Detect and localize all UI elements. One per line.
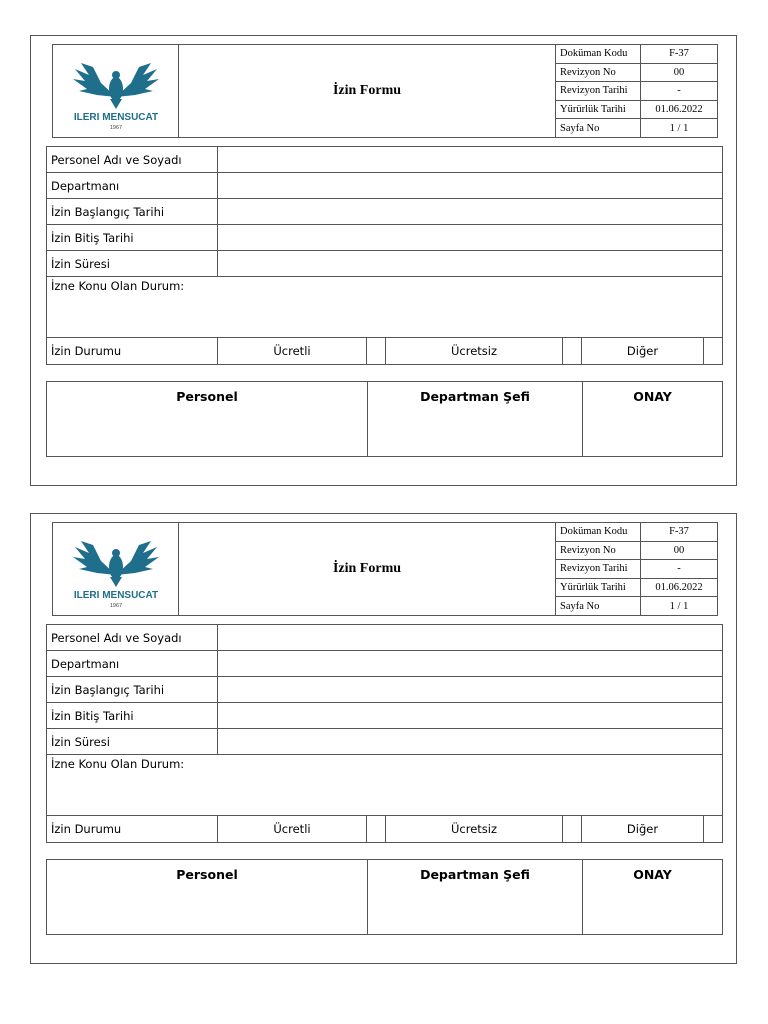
reason-field[interactable] bbox=[47, 277, 723, 338]
signature-approval[interactable]: ONAY bbox=[583, 382, 723, 457]
start-date-label: İzin Başlangıç Tarihi bbox=[47, 199, 218, 225]
leave-form-1 bbox=[30, 35, 737, 486]
form-fields-table bbox=[46, 146, 723, 365]
meta-key: Revizyon No bbox=[556, 63, 641, 82]
reason-label: İzne Konu Olan Durum: bbox=[51, 279, 185, 293]
meta-key: Revizyon No bbox=[556, 541, 641, 560]
meta-value: 01.06.2022 bbox=[641, 578, 718, 597]
signature-table bbox=[46, 381, 723, 457]
signature-department-chief[interactable]: Departman Şefi bbox=[368, 860, 583, 935]
end-date-label: İzin Bitiş Tarihi bbox=[47, 703, 218, 729]
end-date-field[interactable] bbox=[218, 703, 723, 729]
start-date-label: İzin Başlangıç Tarihi bbox=[47, 677, 218, 703]
end-date-label: İzin Bitiş Tarihi bbox=[47, 225, 218, 251]
department-field[interactable] bbox=[218, 651, 723, 677]
meta-row bbox=[556, 100, 718, 119]
duration-field[interactable] bbox=[218, 251, 723, 277]
logo-brand-text: ILERI MENSUCAT bbox=[73, 590, 159, 601]
name-label: Personel Adı ve Soyadı bbox=[47, 147, 218, 173]
meta-value: 1 / 1 bbox=[641, 119, 718, 137]
start-date-field[interactable] bbox=[218, 677, 723, 703]
unpaid-checkbox[interactable] bbox=[563, 816, 582, 843]
meta-value: 1 / 1 bbox=[641, 597, 718, 615]
meta-key: Doküman Kodu bbox=[556, 523, 641, 541]
reason-label: İzne Konu Olan Durum: bbox=[51, 757, 185, 771]
name-field[interactable] bbox=[218, 147, 723, 173]
duration-field[interactable] bbox=[218, 729, 723, 755]
duration-label: İzin Süresi bbox=[47, 729, 218, 755]
meta-value: 01.06.2022 bbox=[641, 100, 718, 119]
meta-value: F-37 bbox=[641, 523, 718, 541]
logo-year-text: 1967 bbox=[109, 125, 123, 131]
meta-value: - bbox=[641, 560, 718, 579]
document-meta-table bbox=[555, 45, 717, 137]
paid-option-label: Ücretli bbox=[218, 816, 367, 843]
department-label: Departmanı bbox=[47, 173, 218, 199]
form-header bbox=[52, 522, 718, 616]
status-label: İzin Durumu bbox=[47, 816, 218, 843]
form-header bbox=[52, 44, 718, 138]
eagle-icon bbox=[53, 523, 179, 615]
signature-personnel[interactable]: Personel bbox=[47, 382, 368, 457]
other-option-label: Diğer bbox=[582, 816, 704, 843]
end-date-field[interactable] bbox=[218, 225, 723, 251]
signature-table bbox=[46, 859, 723, 935]
meta-value: - bbox=[641, 82, 718, 101]
meta-key: Yürürlük Tarihi bbox=[556, 100, 641, 119]
form-fields-table bbox=[46, 624, 723, 843]
paid-checkbox[interactable] bbox=[367, 816, 386, 843]
meta-key: Doküman Kodu bbox=[556, 45, 641, 63]
signature-approval[interactable]: ONAY bbox=[583, 860, 723, 935]
meta-value: 00 bbox=[641, 63, 718, 82]
meta-key: Sayfa No bbox=[556, 119, 641, 137]
meta-row bbox=[556, 578, 718, 597]
meta-row bbox=[556, 63, 718, 82]
company-logo bbox=[53, 523, 179, 615]
form-title: İzin Formu bbox=[332, 83, 402, 98]
form-title: İzin Formu bbox=[332, 561, 402, 576]
department-label: Departmanı bbox=[47, 651, 218, 677]
name-label: Personel Adı ve Soyadı bbox=[47, 625, 218, 651]
meta-key: Yürürlük Tarihi bbox=[556, 578, 641, 597]
meta-row bbox=[556, 82, 718, 101]
meta-row bbox=[556, 523, 718, 541]
meta-value: F-37 bbox=[641, 45, 718, 63]
document-meta-table bbox=[555, 523, 717, 615]
other-option-label: Diğer bbox=[582, 338, 704, 365]
paid-option-label: Ücretli bbox=[218, 338, 367, 365]
unpaid-checkbox[interactable] bbox=[563, 338, 582, 365]
logo-year-text: 1967 bbox=[109, 603, 123, 609]
other-checkbox[interactable] bbox=[704, 338, 723, 365]
meta-row bbox=[556, 597, 718, 615]
unpaid-option-label: Ücretsiz bbox=[386, 816, 563, 843]
meta-row bbox=[556, 45, 718, 63]
meta-row bbox=[556, 119, 718, 137]
meta-row bbox=[556, 560, 718, 579]
signature-department-chief[interactable]: Departman Şefi bbox=[368, 382, 583, 457]
status-label: İzin Durumu bbox=[47, 338, 218, 365]
name-field[interactable] bbox=[218, 625, 723, 651]
meta-key: Revizyon Tarihi bbox=[556, 82, 641, 101]
other-checkbox[interactable] bbox=[704, 816, 723, 843]
start-date-field[interactable] bbox=[218, 199, 723, 225]
duration-label: İzin Süresi bbox=[47, 251, 218, 277]
meta-value: 00 bbox=[641, 541, 718, 560]
leave-form-2 bbox=[30, 513, 737, 964]
reason-field[interactable] bbox=[47, 755, 723, 816]
logo-brand-text: ILERI MENSUCAT bbox=[73, 112, 159, 123]
meta-key: Sayfa No bbox=[556, 597, 641, 615]
unpaid-option-label: Ücretsiz bbox=[386, 338, 563, 365]
paid-checkbox[interactable] bbox=[367, 338, 386, 365]
meta-key: Revizyon Tarihi bbox=[556, 560, 641, 579]
company-logo bbox=[53, 45, 179, 137]
meta-row bbox=[556, 541, 718, 560]
eagle-icon bbox=[53, 45, 179, 137]
department-field[interactable] bbox=[218, 173, 723, 199]
signature-personnel[interactable]: Personel bbox=[47, 860, 368, 935]
